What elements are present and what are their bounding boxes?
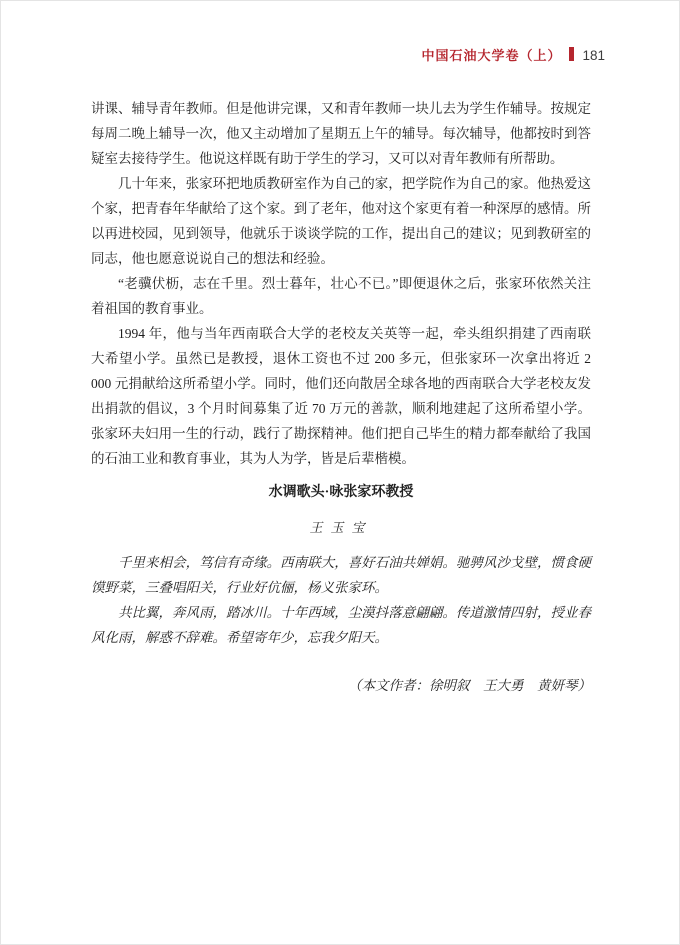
page-number: 181 [582,47,605,63]
poem-title: 水调歌头·咏张家环教授 [268,484,414,500]
paragraph-continuation: 讲课、辅导青年教师。但是他讲完课，又和青年教师一块儿去为学生作辅导。按规定每周二晚上辅导一次，他又主动增加了星期五上午的辅导。每次辅导，他都按时到答疑室去接待学生。他说这样既有助于学生的学习，又可以对青年教师有所帮助。 [91,100,591,166]
header-divider-bar [569,47,574,61]
article-body [91,96,591,698]
header-title: 中国石油大学卷（上） [421,47,562,63]
page-header [1,1,679,64]
paragraph: 1994 年，他与当年西南联合大学的老校友关英等一起，牵头组织捐建了西南联大希望小学。虽然已是教授，退休工资也不过 200 多元，但张家环一次拿出将近 2 000 元捐献给这所希望小学。同时，他们还向散居全球各地的西南联合大学老校友发出捐款的倡议，3 个月时间募集了近 70 万元的善款，顺利地建起了这所希望小学。张家环夫妇用一生的行动，践行了勘探精神。他们把自己毕生的精力都奉献给了我国的石油工业和教育事业，其为人为学，皆是后辈楷模。 [91,325,591,466]
poem-author: 王玉宝 [309,519,373,535]
paragraph: “老骥伏枥，志在千里。烈士暮年，壮心不已。”即便退休之后，张家环依然关注着祖国的教育事业。 [91,275,591,316]
poem-stanza: 千里来相会，笃信有奇缘。西南联大，喜好石油共婵娟。驰骋风沙戈壁，惯食硬馍野菜，三叠唱阳关，行业好伉俪，杨义张家环。 [91,554,591,595]
attribution: （本文作者：徐明叙 王大勇 黄妍琴） [348,677,591,693]
poem-stanza: 共比翼，奔风雨，踏冰川。十年西域，尘漠抖落意翩翩。传道激情四射，授业春风化雨，解惑不辞难。希望寄年少，忘我夕阳天。 [91,604,591,645]
paragraph: 几十年来，张家环把地质教研室作为自己的家，把学院作为自己的家。他热爱这个家，把青春年华献给了这个家。到了老年，他对这个家更有着一种深厚的感情。所以再进校园，见到领导，他就乐于谈谈学院的工作，提出自己的建议；见到教研室的同志，他也愿意说说自己的想法和经验。 [91,175,591,266]
